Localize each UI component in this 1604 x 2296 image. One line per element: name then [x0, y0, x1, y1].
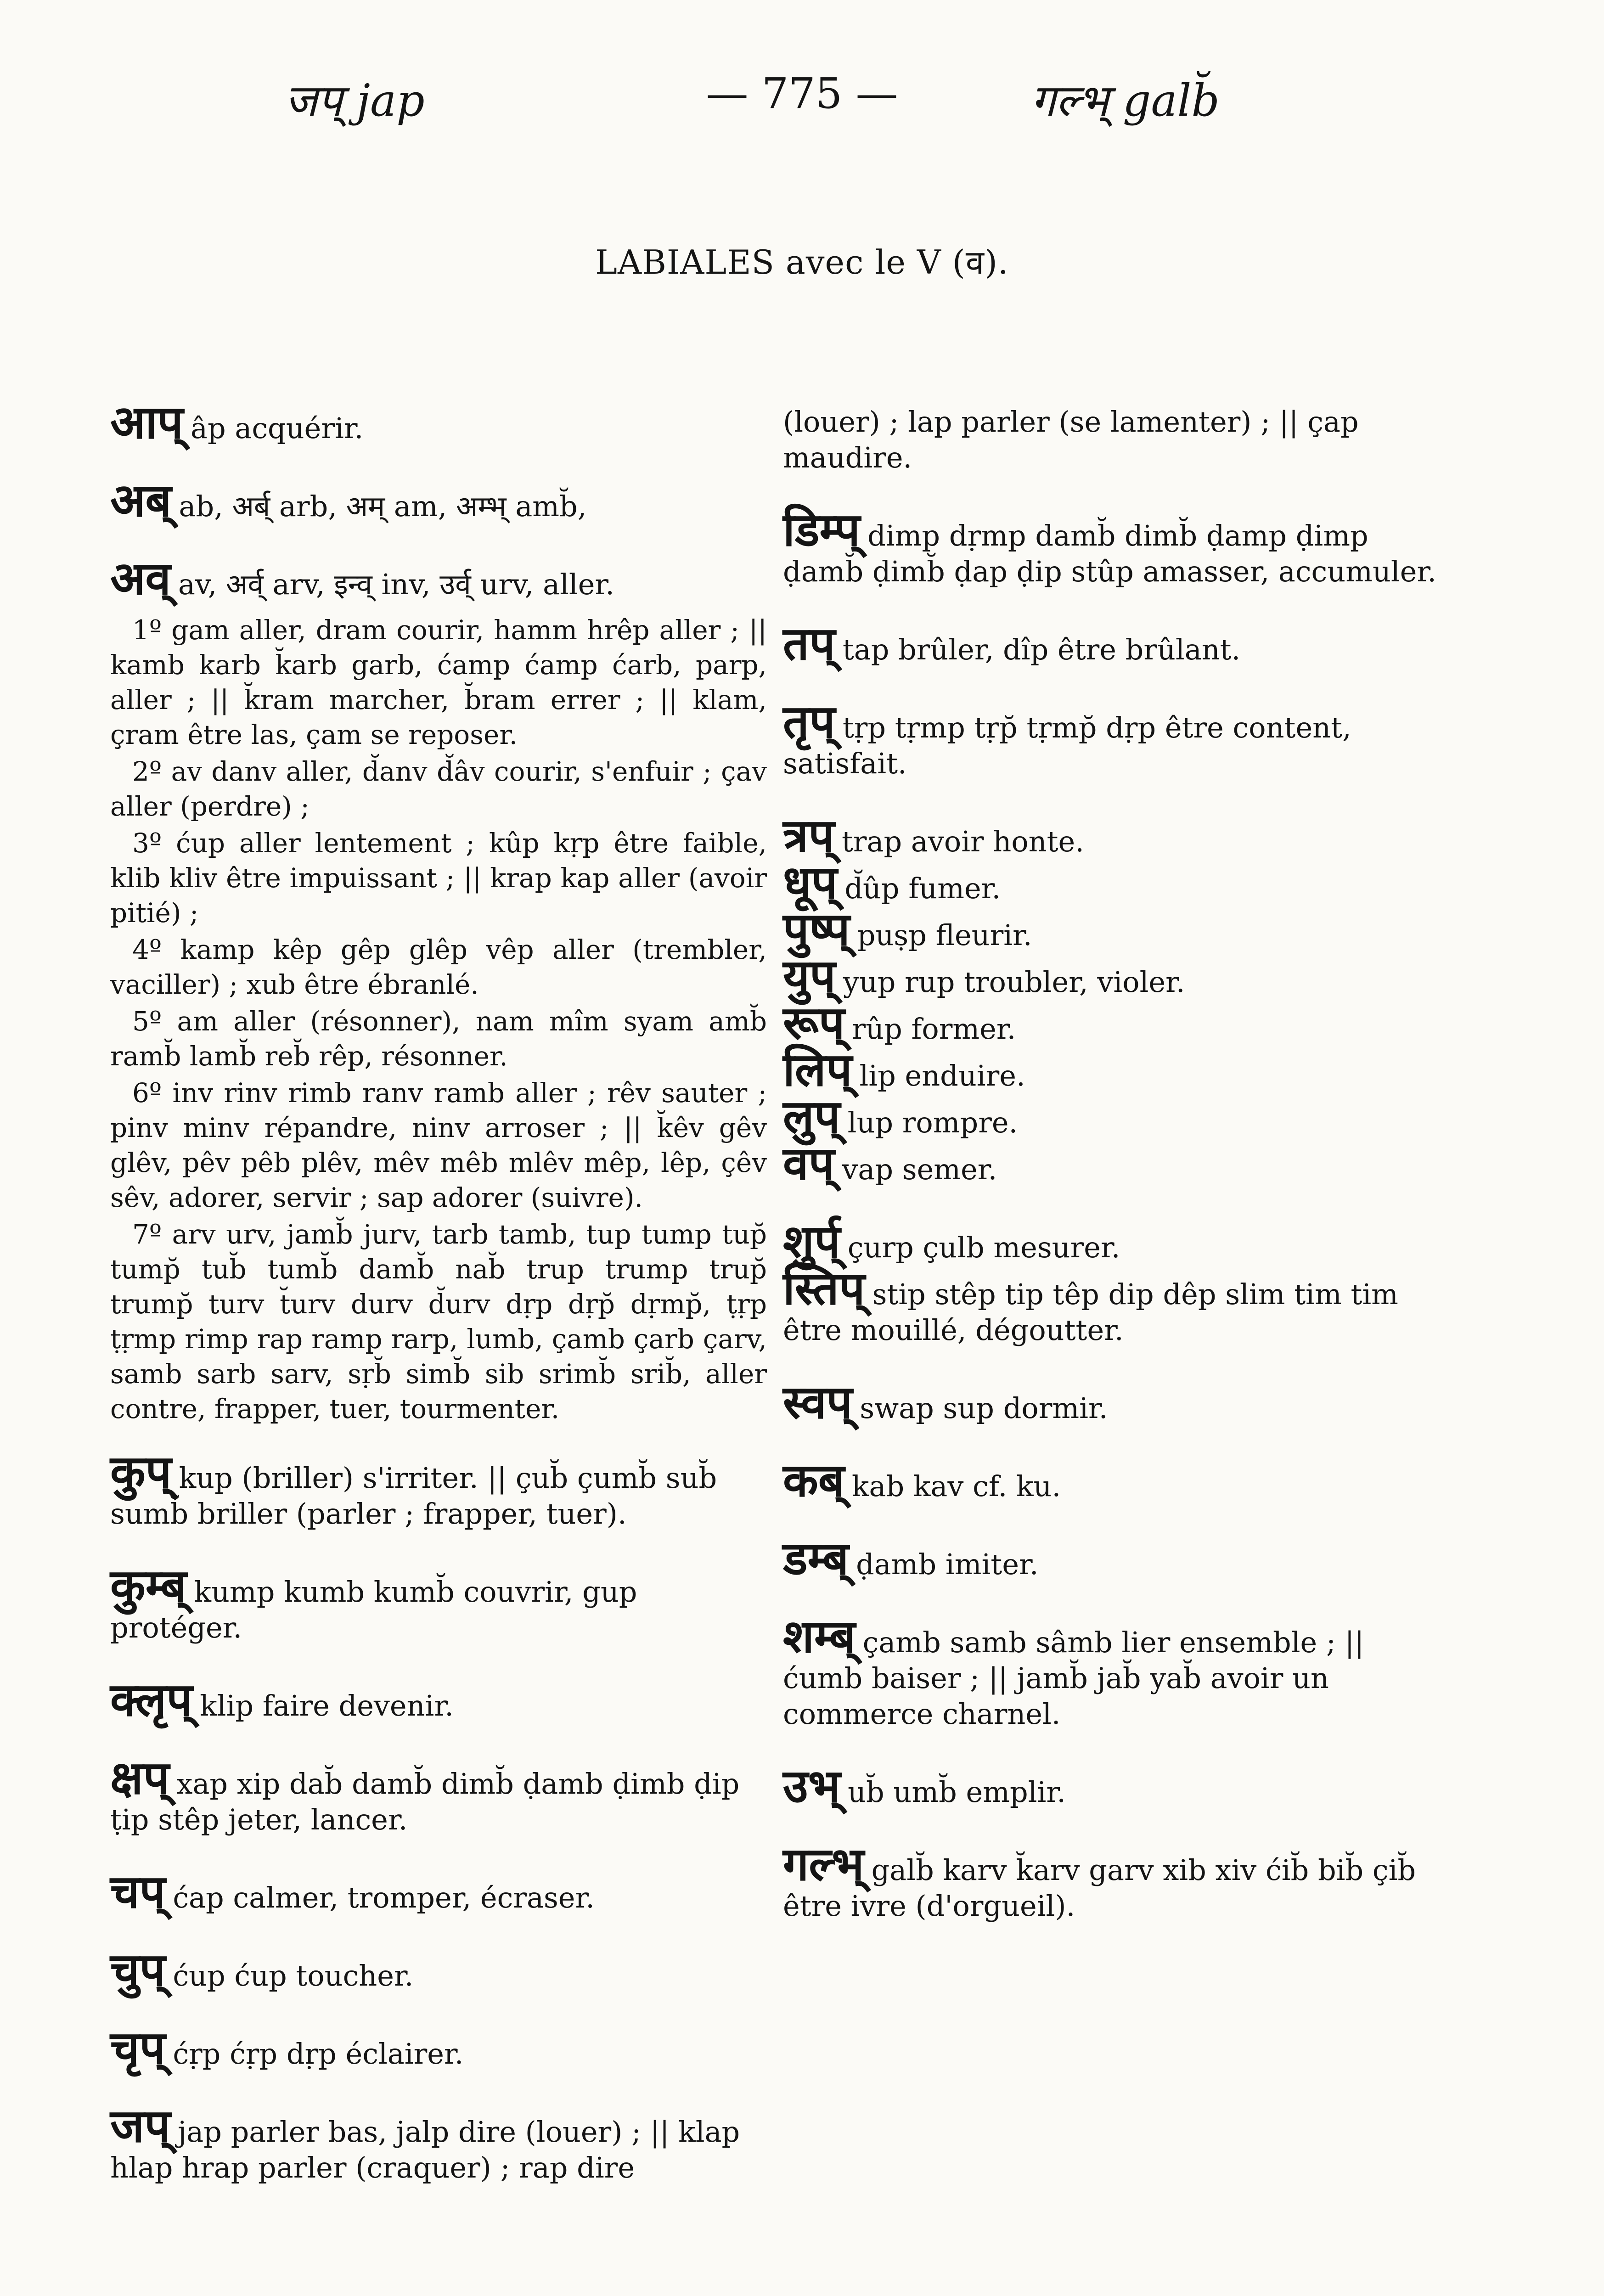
entry-text: kup (briller) s'irriter. || çub̆ çumb̆ sub̆ sumb̆ briller (parler ; frapper, tuer). — [110, 1461, 717, 1531]
running-header — [0, 69, 1604, 133]
entry-text: av, अर्व् arv, इन्व् inv, उर्व् urv, aller. — [178, 568, 614, 601]
entry-continuation: (louer) ; lap parler (se lamenter) ; || çap maudire. — [783, 405, 1359, 474]
entry-headword: तृप् — [783, 694, 835, 748]
entry — [783, 1261, 1451, 1348]
entry — [110, 1445, 767, 1532]
entry-headword: तप् — [783, 616, 835, 670]
header-right-entry: गल्भ् galb̆ — [1031, 75, 1220, 126]
entry — [110, 473, 767, 527]
entry-headword: लुप् — [783, 1089, 840, 1143]
entry-text: stip stêp tip têp dip dêp slim tim tim être mouillé, dégoutter. — [783, 1277, 1398, 1347]
entry-text: âp acquérir. — [191, 411, 364, 445]
entry-text: ḍamb imiter. — [856, 1548, 1039, 1581]
entry-headword: डिम्प् — [783, 502, 861, 557]
entry-headword: लिप् — [783, 1042, 852, 1097]
entry — [783, 694, 1451, 782]
numbered-paragraph: 3º ćup aller lentement ; kûp kṛp être faible, klib kliv être impuissant ; || krap kap aller (avoir pitié) ; — [110, 827, 767, 929]
entry — [110, 2099, 767, 2186]
entry-text: xap xip dab̆ damb̆ dimb̆ ḍamb ḍimb ḍip ṭip stêp jeter, lancer. — [110, 1767, 740, 1836]
entry-headword: क्लृप् — [110, 1672, 193, 1727]
entry — [110, 551, 767, 605]
numbered-paragraph: 2º av danv aller, d̆anv d̆âv courir, s'enfuir ; çav aller (perdre) ; — [110, 756, 767, 822]
entry-headword: क्षप् — [110, 1750, 169, 1805]
entry-text: rûp former. — [852, 1012, 1016, 1046]
entry-text: d̆ûp fumer. — [844, 872, 1001, 905]
entry-text: tap brûler, dîp être brûlant. — [842, 633, 1241, 666]
entry — [110, 1864, 767, 1919]
entry — [783, 1089, 1451, 1143]
entry-headword: कुम्ब् — [110, 1559, 187, 1613]
right-column — [783, 404, 1451, 1960]
entry — [110, 1559, 767, 1646]
entry-text: vap semer. — [842, 1153, 997, 1186]
entry-text: galb̆ karv k̆arv garv xib xiv ćib̆ bib̆ çib̆ être ivre (d'orgueil). — [783, 1853, 1416, 1923]
header-left-entry: जप् jap — [285, 75, 425, 126]
entry-text: kump kumb kumb̆ couvrir, gup protéger. — [110, 1575, 637, 1644]
entry-headword: चप् — [110, 1864, 166, 1919]
entry-headword: पुष्प् — [783, 902, 850, 956]
entry — [783, 1837, 1451, 1924]
numbered-paragraph: 7º arv urv, jamb̆ jurv, tarb tamb, tup tump tup̆ tump̆ tub̆ tumb̆ damb̆ nab̆ trup trump trup̆ trump̆ turv t̆urv durv d̆urv dṛp dṛp̆ dṛmp̆, ṭṛp ṭṛmp rimp rap ramp rarp, lumb, çamb çarb çarv, samb sarb sarv, sṛb̆ simb̆ sib srimb̆ srib̆, aller contre, frapper, tuer, tourmenter. — [110, 1219, 767, 1424]
entry-headword: युप् — [783, 949, 836, 1003]
entry-headword: गल्भ् — [783, 1837, 864, 1891]
entry-text: tṛp tṛmp tṛp̆ tṛmp̆ dṛp être content, satisfait. — [783, 711, 1351, 780]
entry-text: klip faire devenir. — [200, 1689, 454, 1722]
entry — [783, 1214, 1451, 1268]
entry-text: jap parler bas, jalp dire (louer) ; || klap hlap hrap parler (craquer) ; rap dire — [110, 2115, 740, 2184]
entry-text: ab, अर्ब् arb, अम् am, अम्भ् amb̆, — [179, 490, 587, 523]
entry-text: trap avoir honte. — [842, 825, 1084, 858]
entry — [110, 1750, 767, 1838]
entry-headword: जप् — [110, 2099, 170, 2153]
entry-headword: कब् — [783, 1453, 844, 1507]
entry — [110, 2020, 767, 2075]
entry-text: puṣp fleurir. — [857, 918, 1032, 952]
entry — [783, 1042, 1451, 1097]
entry-headword: रूप् — [783, 996, 845, 1050]
numbered-paragraph: 4º kamp kêp gêp glêp vêp aller (trembler, vaciller) ; xub être ébranlé. — [110, 934, 767, 1000]
numbered-paragraph: 6º inv rinv rimb ranv ramb aller ; rêv sauter ; pinv minv répandre, ninv arroser ; || k̆êv gêv glêv, pêv pêb plêv, mêv mêb mlêv mêp, lêp, çêv sêv, adorer, servir ; sap adorer (suivre). — [110, 1077, 767, 1213]
entry-headword: चृप् — [110, 2020, 166, 2075]
entry-headword: धूप् — [783, 855, 838, 909]
entry-text: lup rompre. — [847, 1106, 1018, 1139]
entry-text: dimp dṛmp damb̆ dimb̆ ḍamp ḍimp ḍamb̆ ḍimb̆ ḍap ḍip stûp amasser, accumuler. — [783, 519, 1436, 588]
page-number: — 775 — — [706, 69, 898, 118]
left-column — [110, 395, 767, 2222]
entry — [783, 1453, 1451, 1507]
numbered-paragraph: 1º gam aller, dram courir, hamm hrêp aller ; || kamb karb k̆arb garb, ćamp ćamp ćarb, parp, aller ; || k̆ram marcher, b̆ram errer ; || klam, çram être las, çam se reposer. — [110, 614, 767, 750]
entry-headword: शुर्प् — [783, 1214, 840, 1268]
entry-headword: स्तिप् — [783, 1261, 865, 1315]
entry-text: swap sup dormir. — [860, 1391, 1108, 1425]
entry-headword: अव् — [110, 551, 171, 605]
entry-headword: उभ् — [783, 1759, 841, 1813]
entry — [783, 1136, 1451, 1190]
entry-text: ub̆ umb̆ emplir. — [848, 1775, 1066, 1809]
entry-text: ćup ćup toucher. — [173, 1959, 414, 1992]
entry-text: yup rup troubler, violer. — [843, 965, 1185, 999]
entry — [783, 1759, 1451, 1813]
entry-headword: कुप् — [110, 1445, 172, 1499]
entry — [783, 1609, 1451, 1732]
entry — [783, 808, 1451, 862]
entry-text: çurp çulb mesurer. — [847, 1231, 1120, 1264]
entry-text: lip enduire. — [859, 1059, 1025, 1092]
entry — [783, 1375, 1451, 1429]
entry — [783, 616, 1451, 670]
entry-headword: डम्ब् — [783, 1531, 849, 1585]
entry — [110, 1672, 767, 1727]
entry-text: kab kav cf. ku. — [851, 1469, 1061, 1503]
numbered-paragraph: 5º am aller (résonner), nam mîm syam amb̆ ramb̆ lamb̆ reb̆ rêp, résonner. — [110, 1006, 767, 1072]
entry — [783, 996, 1451, 1050]
entry-headword: त्रप् — [783, 808, 834, 862]
entry-text: ćṛp ćṛp dṛp éclairer. — [173, 2037, 464, 2071]
entry-text: ćap calmer, tromper, écraser. — [173, 1881, 595, 1914]
entry — [783, 949, 1451, 1003]
entry — [110, 395, 767, 449]
entry — [783, 502, 1451, 590]
section-title: LABIALES avec le V (व). — [595, 243, 1009, 281]
entry-headword: शम्ब् — [783, 1609, 855, 1663]
entry-headword: स्वप् — [783, 1375, 853, 1429]
entry-text: çamb samb sâmb lier ensemble ; || ćumb baiser ; || jamb̆ jab̆ yab̆ avoir un commerce charnel. — [783, 1626, 1364, 1731]
entry-headword: अब् — [110, 473, 172, 527]
entry — [783, 902, 1451, 956]
entry — [783, 1531, 1451, 1585]
entry-headword: चुप् — [110, 1942, 166, 1997]
entry — [110, 1942, 767, 1997]
entry-headword: आप् — [110, 395, 183, 449]
entry-headword: वप् — [783, 1136, 835, 1190]
entry — [783, 855, 1451, 909]
